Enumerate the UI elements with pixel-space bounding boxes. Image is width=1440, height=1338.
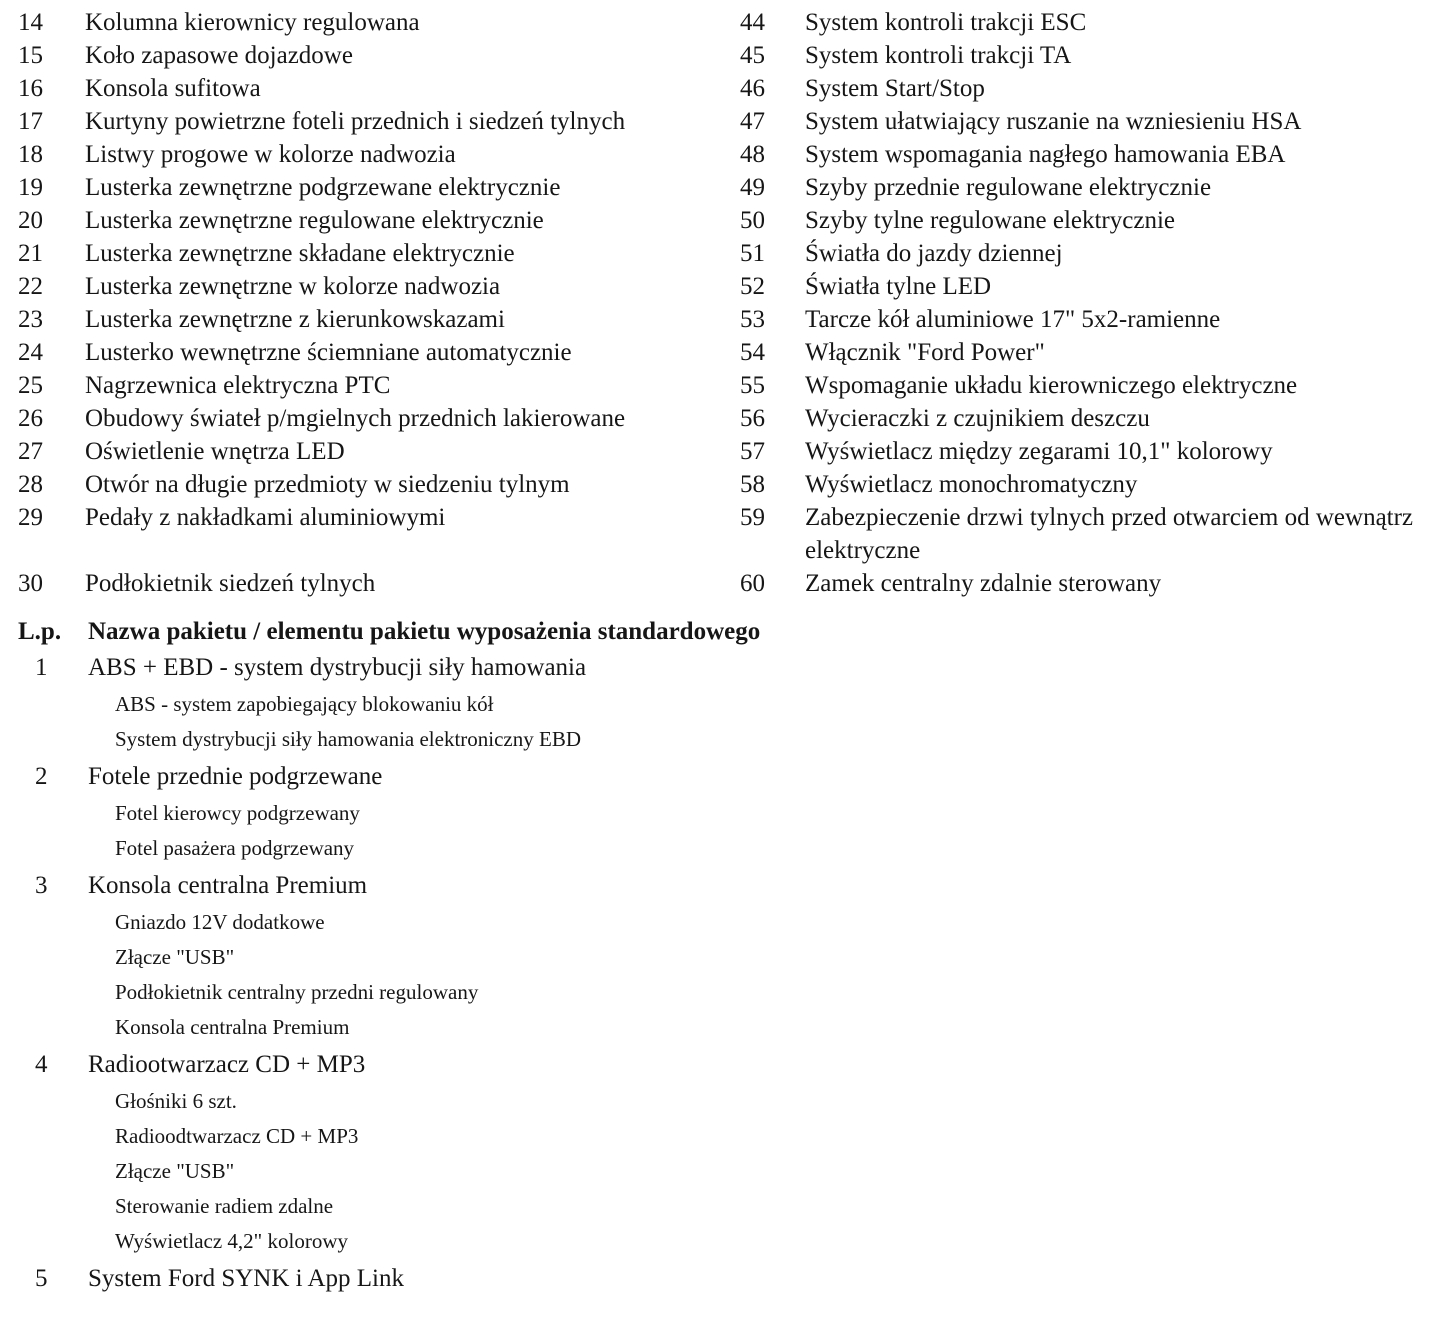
package-item: Wyświetlacz 4,2" kolorowy [115,1229,348,1253]
left-item-number: 29 [18,504,43,531]
equipment-row [18,171,1440,204]
package-name: Konsola centralna Premium [88,872,368,899]
left-item-text: Lusterko wewnętrzne ściemniane automatycznie [85,339,572,366]
package-items [115,796,1440,866]
package-number: 4 [35,1051,48,1078]
right-item-text: Światła tylne LED [805,273,992,300]
equipment-row [18,105,1440,138]
package-entry [18,759,1440,866]
package-name-row [18,1261,1440,1297]
left-item-text: Lusterka zewnętrzne składane elektrycznie [85,240,515,267]
left-item-number: 30 [18,570,43,597]
left-item-number: 17 [18,108,43,135]
equipment-row [18,336,1440,369]
package-item: Fotel kierowcy podgrzewany [115,801,360,825]
right-item-text: System Start/Stop [805,75,985,102]
package-name-row [18,868,1440,904]
left-item-text: Oświetlenie wnętrza LED [85,438,345,465]
equipment-row [18,402,1440,435]
package-item: Głośniki 6 szt. [115,1089,237,1113]
right-item-number: 54 [740,339,765,366]
equipment-row [18,567,1440,600]
package-item: Złącze "USB" [115,1159,235,1183]
package-name: ABS + EBD - system dystrybucji siły hamowania [88,654,587,681]
package-name: Radiootwarzacz CD + MP3 [88,1051,366,1078]
package-name-row [18,759,1440,795]
right-item-text: Wyświetlacz między zegarami 10,1" kolorowy [805,438,1273,465]
equipment-row [18,369,1440,402]
package-entry [18,650,1440,757]
right-item-number: 47 [740,108,765,135]
left-item-number: 26 [18,405,43,432]
left-item-number: 20 [18,207,43,234]
right-item-number: 48 [740,141,765,168]
equipment-row [18,501,1440,567]
left-item-number: 22 [18,273,43,300]
package-name-row [18,650,1440,686]
equipment-row [18,39,1440,72]
package-items [115,687,1440,757]
right-item-number: 57 [740,438,765,465]
right-item-number: 60 [740,570,765,597]
package-item: Złącze "USB" [115,945,235,969]
package-name: Fotele przednie podgrzewane [88,763,383,790]
right-item-text: System ułatwiający ruszanie na wzniesieniu HSA [805,108,1302,135]
package-item: Gniazdo 12V dodatkowe [115,910,325,934]
left-item-number: 25 [18,372,43,399]
header-title: Nazwa pakietu / elementu pakietu wyposażenia standardowego [88,618,761,645]
right-item-number: 51 [740,240,765,267]
equipment-row [18,72,1440,105]
left-item-text: Lusterka zewnętrzne z kierunkowskazami [85,306,505,333]
right-item-text: Zamek centralny zdalnie sterowany [805,570,1162,597]
package-item: Sterowanie radiem zdalne [115,1194,334,1218]
right-item-number: 56 [740,405,765,432]
package-item: System dystrybucji siły hamowania elektroniczny EBD [115,727,581,751]
left-item-number: 27 [18,438,43,465]
left-item-text: Kolumna kierownicy regulowana [85,9,420,36]
package-number: 1 [35,654,48,681]
right-item-text: Światła do jazdy dziennej [805,240,1063,267]
equipment-row [18,6,1440,39]
package-number: 5 [35,1265,48,1292]
left-item-text: Lusterka zewnętrzne regulowane elektrycznie [85,207,544,234]
package-number: 2 [35,763,48,790]
left-item-text: Nagrzewnica elektryczna PTC [85,372,391,399]
left-item-text: Koło zapasowe dojazdowe [85,42,353,69]
left-item-number: 21 [18,240,43,267]
right-item-number: 55 [740,372,765,399]
package-entry [18,868,1440,1045]
left-item-text: Lusterka zewnętrzne podgrzewane elektrycznie [85,174,561,201]
package-item: Konsola centralna Premium [115,1015,350,1039]
left-item-text: Listwy progowe w kolorze nadwozia [85,141,456,168]
right-item-text: System wspomagania nagłego hamowania EBA [805,141,1286,168]
package-name: System Ford SYNK i App Link [88,1265,405,1292]
right-item-number: 50 [740,207,765,234]
right-item-text: Szyby przednie regulowane elektrycznie [805,174,1212,201]
left-item-number: 18 [18,141,43,168]
right-item-text: Wycieraczki z czujnikiem deszczu [805,405,1150,432]
left-item-text: Lusterka zewnętrzne w kolorze nadwozia [85,273,501,300]
left-item-text: Pedały z nakładkami aluminiowymi [85,504,446,531]
equipment-row [18,468,1440,501]
left-item-text: Otwór na długie przedmioty w siedzeniu tylnym [85,471,570,498]
package-item: ABS - system zapobiegający blokowaniu kół [115,692,494,716]
right-item-number: 53 [740,306,765,333]
left-item-text: Podłokietnik siedzeń tylnych [85,570,376,597]
package-name-row [18,1047,1440,1083]
right-item-number: 52 [740,273,765,300]
package-list [18,650,1440,1297]
right-item-number: 59 [740,504,765,531]
left-item-number: 15 [18,42,43,69]
equipment-row [18,435,1440,468]
right-item-number: 49 [740,174,765,201]
equipment-row [18,138,1440,171]
package-table-header [18,614,1440,650]
right-item-number: 46 [740,75,765,102]
package-item: Radioodtwarzacz CD + MP3 [115,1124,359,1148]
right-item-text: Wspomaganie układu kierowniczego elektryczne [805,372,1298,399]
package-number: 3 [35,872,48,899]
equipment-row [18,237,1440,270]
left-item-number: 14 [18,9,43,36]
right-item-number: 45 [740,42,765,69]
equipment-row [18,270,1440,303]
left-item-number: 24 [18,339,43,366]
package-items [115,905,1440,1045]
header-lp-label: L.p. [18,618,62,645]
right-item-text: Szyby tylne regulowane elektrycznie [805,207,1175,234]
equipment-row [18,204,1440,237]
left-item-number: 16 [18,75,43,102]
left-item-text: Obudowy świateł p/mgielnych przednich lakierowane [85,405,626,432]
right-item-number: 44 [740,9,765,36]
equipment-row [18,303,1440,336]
package-entry [18,1047,1440,1259]
right-item-number: 58 [740,471,765,498]
package-item: Podłokietnik centralny przedni regulowany [115,980,479,1004]
equipment-list [18,6,1440,600]
right-item-text: System kontroli trakcji ESC [805,9,1087,36]
right-item-text: System kontroli trakcji TA [805,42,1072,69]
right-item-text: Włącznik "Ford Power" [805,339,1045,366]
left-item-number: 19 [18,174,43,201]
left-item-text: Konsola sufitowa [85,75,261,102]
package-item: Fotel pasażera podgrzewany [115,836,355,860]
left-item-number: 23 [18,306,43,333]
left-item-number: 28 [18,471,43,498]
right-item-text: Wyświetlacz monochromatyczny [805,471,1138,498]
package-items [115,1084,1440,1259]
package-entry [18,1261,1440,1297]
right-item-text: Zabezpieczenie drzwi tylnych przed otwarciem od wewnątrz elektryczne [805,504,1414,564]
left-item-text: Kurtyny powietrzne foteli przednich i siedzeń tylnych [85,108,626,135]
right-item-text: Tarcze kół aluminiowe 17" 5x2-ramienne [805,306,1221,333]
